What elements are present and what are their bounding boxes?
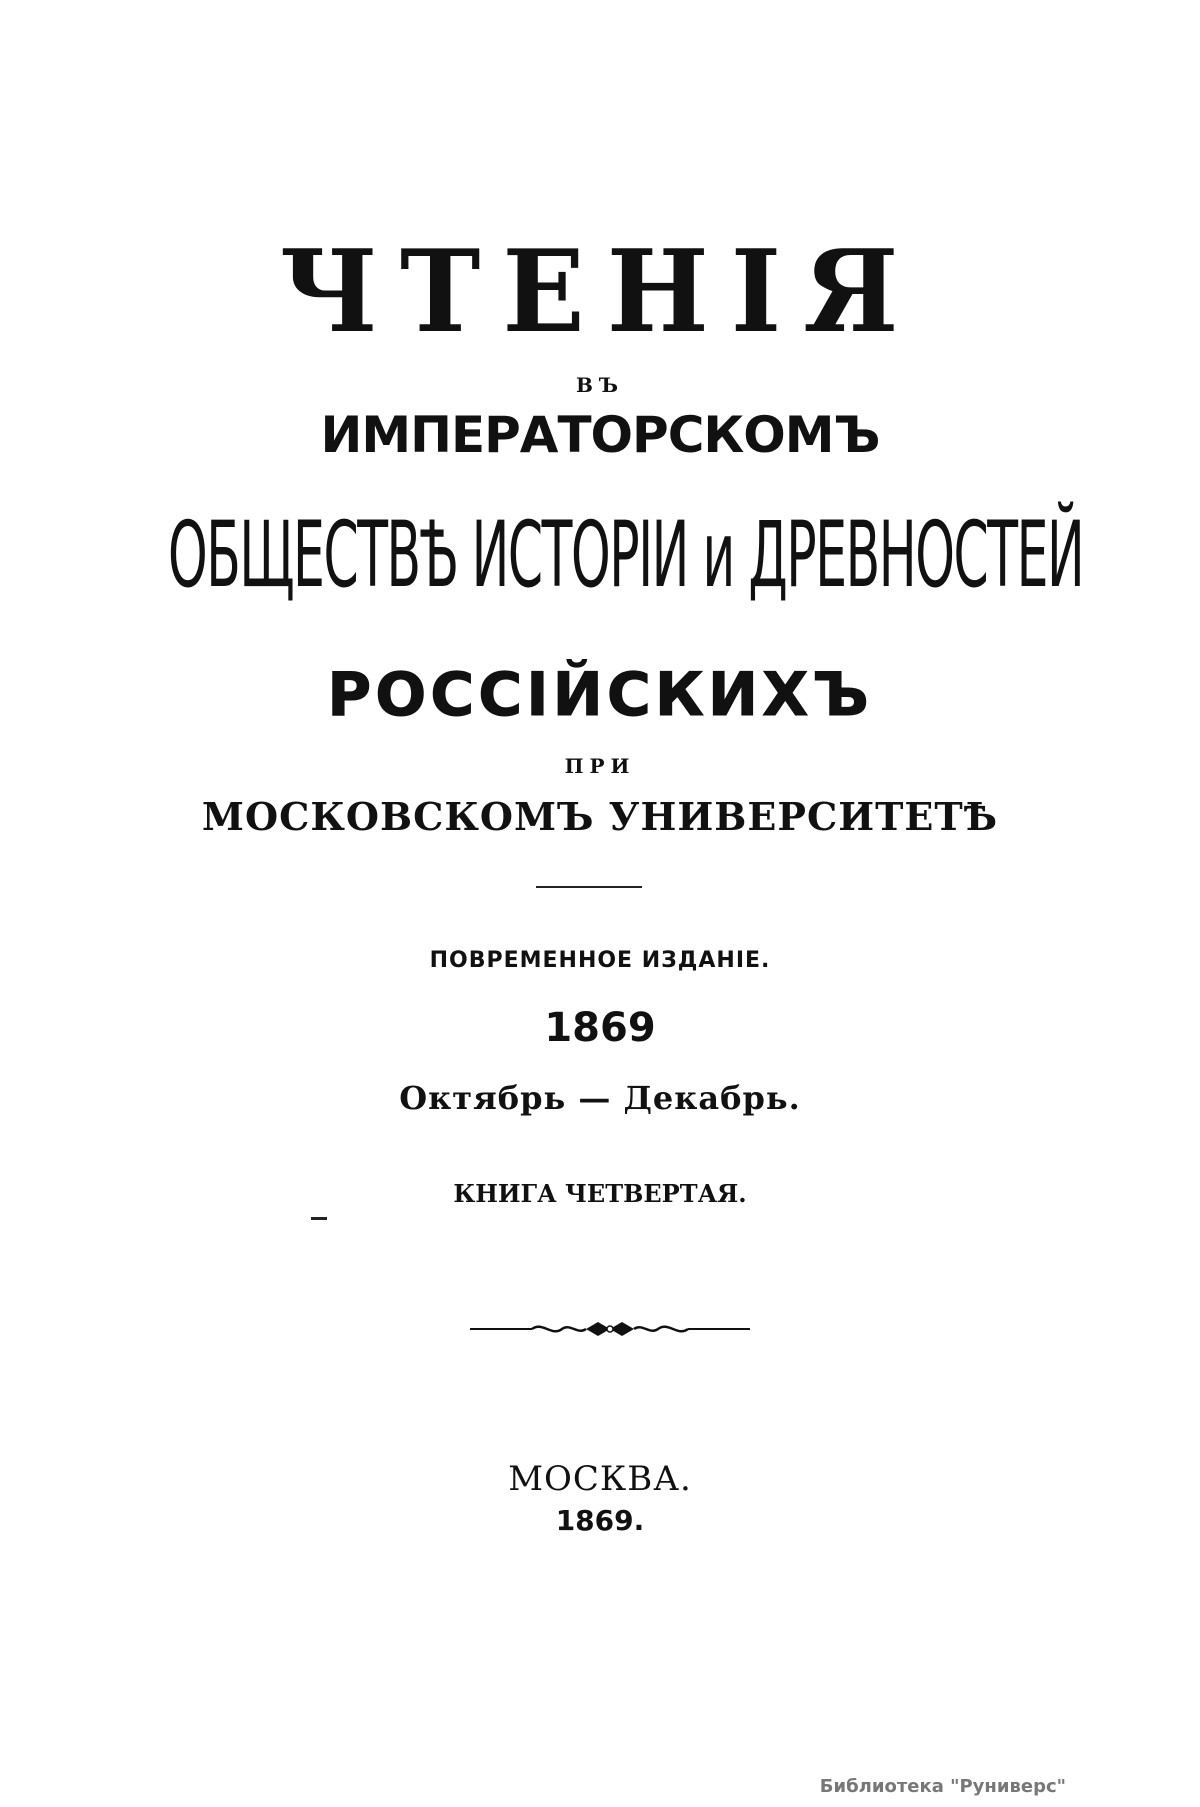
divider-rule (536, 886, 642, 888)
imperial-line: ИМПЕРАТОРСКОМЪ (320, 406, 880, 464)
ornament-divider-icon (470, 1318, 750, 1340)
main-title: ЧТЕНІЯ (279, 225, 921, 359)
society-line: ОБЩЕСТВѢ ИСТОРІИ и ДРЕВНОСТЕЙ (167, 501, 1084, 609)
library-watermark: Библиотека "Руниверс" (819, 1776, 1066, 1797)
print-speck (311, 1217, 327, 1220)
russian-line: РОССІЙСКИХЪ (327, 660, 873, 730)
university-line: МОСКОВСКОМЪ УНИВЕРСИТЕТѢ (201, 794, 999, 839)
preposition-v: ВЪ (575, 373, 625, 397)
edition-line: ПОВРЕМЕННОЕ ИЗДАНІЕ. (429, 948, 771, 973)
months-line: Октябрь — Декабрь. (399, 1079, 801, 1117)
preposition-pri: ПРИ (564, 754, 636, 778)
city-line: МОСКВА. (508, 1459, 692, 1499)
year-line: 1869 (544, 1005, 656, 1051)
city-year-line: 1869. (555, 1504, 645, 1537)
book-number-line: КНИГА ЧЕТВЕРТАЯ. (453, 1179, 747, 1208)
